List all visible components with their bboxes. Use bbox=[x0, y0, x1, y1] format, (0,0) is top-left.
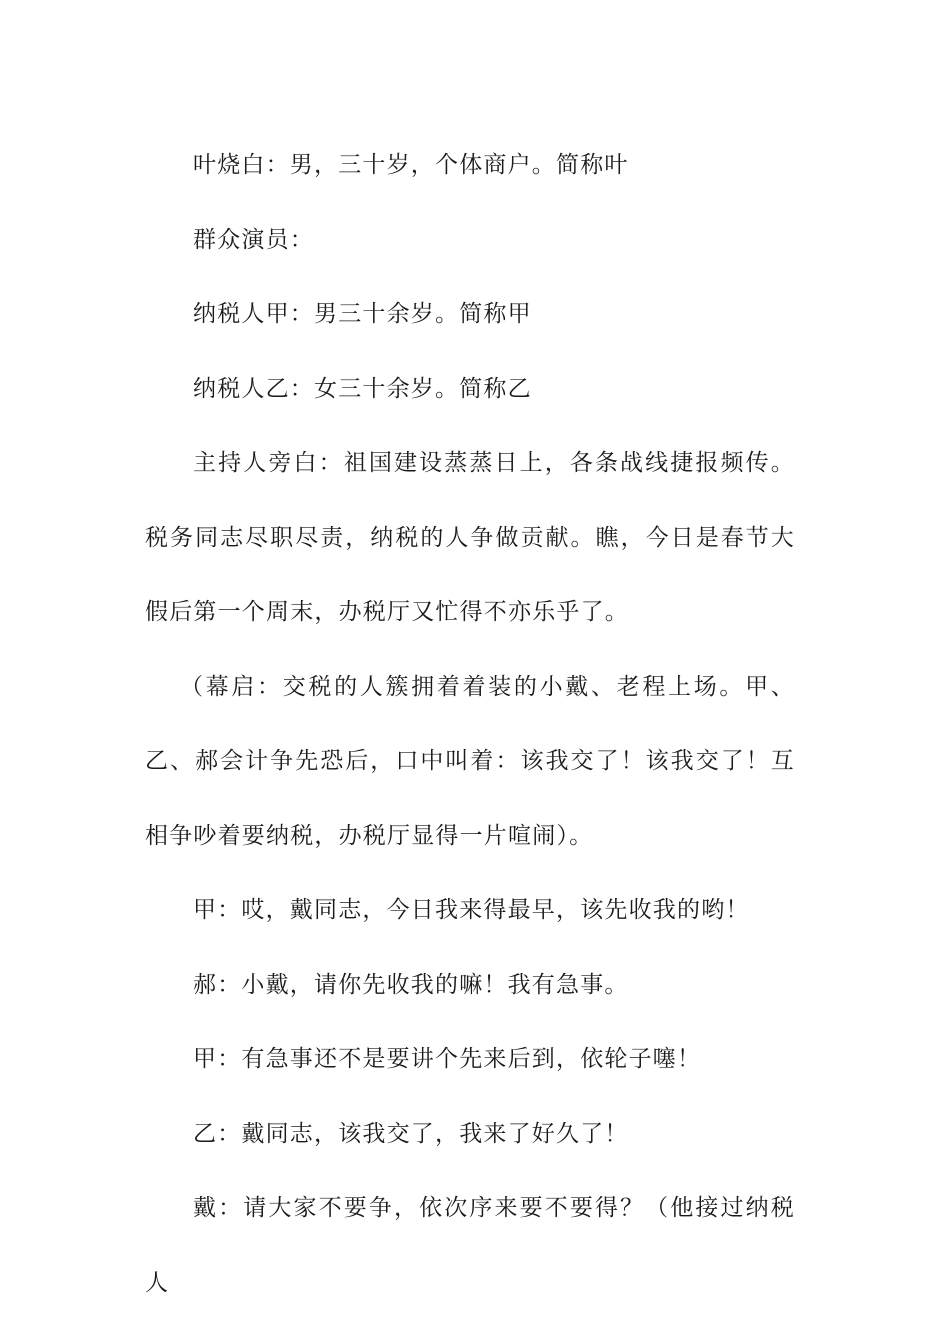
dialogue-line-jia-1: 甲：哎，戴同志，今日我来得最早，该先收我的哟！ bbox=[193, 897, 750, 923]
dialogue-line-dai: 戴：请大家不要争，依次序来要不要得？（他接过纳税人 bbox=[145, 1195, 795, 1296]
dialogue-line-jia-2: 甲：有急事还不是要讲个先来后到，依轮子噻！ bbox=[193, 1046, 702, 1072]
character-ye: 叶烧白：男，三十岁，个体商户。简称叶 bbox=[193, 152, 629, 178]
character-taxpayer-a: 纳税人甲：男三十余岁。简称甲 bbox=[193, 301, 532, 327]
host-narration: 主持人旁白：祖国建设蒸蒸日上，各条战线捷报频传。税务同志尽职尽责，纳税的人争做贡献。瞧，今日是春节大假后第一个周末，办税厅又忙得不亦乐乎了。 bbox=[145, 450, 795, 625]
dialogue-line-yi: 乙：戴同志，该我交了，我来了好久了！ bbox=[193, 1120, 629, 1147]
character-taxpayer-b: 纳税人乙：女三十余岁。简称乙 bbox=[193, 375, 532, 402]
script-body bbox=[145, 128, 795, 1320]
dialogue-line-hao: 郝：小戴，请你先收我的嘛！我有急事。 bbox=[193, 971, 629, 998]
extras-heading: 群众演员： bbox=[193, 226, 314, 253]
stage-direction: （幕启：交税的人簇拥着着装的小戴、老程上场。甲、乙、郝会计争先恐后，口中叫着：该我交了！该我交了！互相争吵着要纳税，办税厅显得一片喧闹）。 bbox=[145, 673, 795, 849]
